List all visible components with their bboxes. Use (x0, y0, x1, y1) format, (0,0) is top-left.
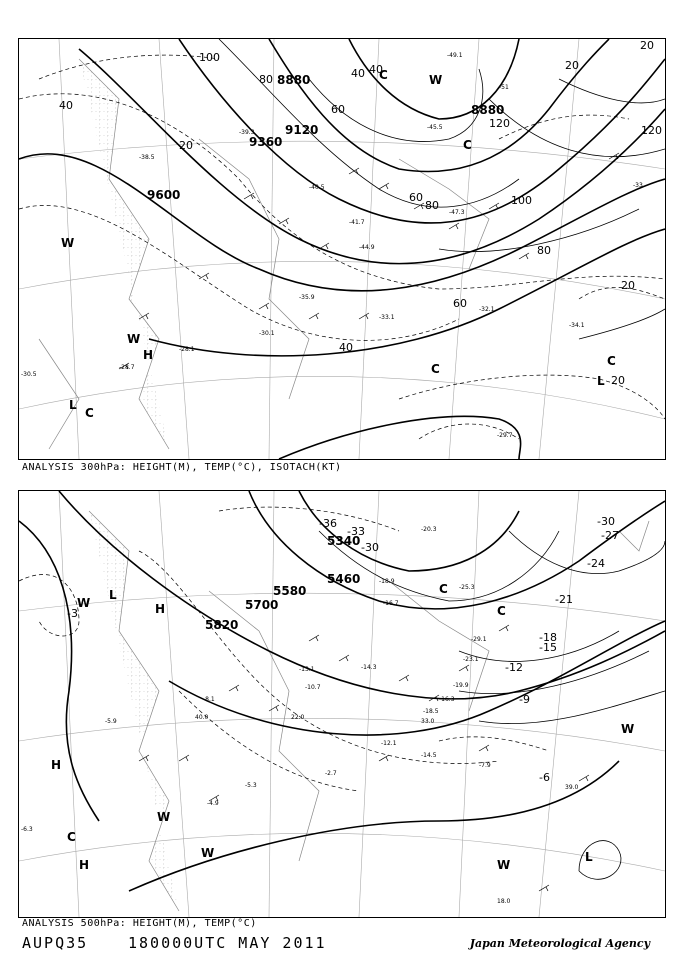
cold-marker: C (497, 604, 506, 618)
isotach-label: 80 (537, 244, 551, 257)
chart-id: AUPQ35 (22, 934, 89, 952)
obs-value: -47.3 (449, 209, 465, 216)
low-marker: L (109, 588, 117, 602)
obs-value: -39.3 (239, 129, 255, 136)
isotherm-label: -15 (539, 641, 557, 654)
obs-value: -19.9 (453, 682, 469, 689)
obs-value: -29.7 (497, 432, 513, 439)
station-obs (21, 526, 579, 905)
isotach-label: 40 (351, 67, 365, 80)
height-label: 8880 (277, 73, 311, 87)
isotach-label: 120 (641, 124, 662, 137)
height-label: 9120 (285, 123, 319, 137)
isotherm-label: -27 (601, 529, 619, 542)
height-label: 9360 (249, 135, 283, 149)
cold-marker: C (379, 68, 388, 82)
obs-value: -28.7 (119, 364, 135, 371)
warm-marker: W (77, 596, 91, 610)
height-label: 5460 (327, 572, 361, 586)
isotach-label: 20 (621, 279, 635, 292)
obs-value: -2.7 (325, 770, 337, 777)
obs-value: -6.3 (21, 826, 33, 833)
obs-value: -10.7 (305, 684, 321, 691)
obs-value: -30.5 (21, 371, 37, 378)
obs-value: -5.9 (105, 718, 117, 725)
obs-value: 40.0 (195, 714, 209, 721)
obs-value: -16.3 (439, 696, 455, 703)
isotach-label: 100 (199, 51, 220, 64)
obs-value: 18.0 (497, 898, 511, 905)
obs-value: -35.9 (299, 294, 315, 301)
isotach-label: 80 (259, 73, 273, 86)
agency-name: Japan Meteorological Agency (469, 937, 650, 950)
map-300hpa-svg (19, 39, 665, 459)
obs-value: -5.3 (245, 782, 257, 789)
obs-value: 22.0 (291, 714, 305, 721)
isotherm-label: -9 (519, 693, 530, 706)
obs-value: 39.0 (565, 784, 579, 791)
high-marker: H (143, 348, 154, 362)
cold-marker: C (67, 830, 76, 844)
obs-value: -18.9 (379, 578, 395, 585)
height-label: 8880 (471, 103, 505, 117)
obs-value: -41.7 (349, 219, 365, 226)
warm-marker: W (429, 73, 443, 87)
cold-marker: C (463, 138, 472, 152)
isotach-label: 60 (409, 191, 423, 204)
obs-value: 33.0 (421, 718, 435, 725)
isotherm-label: -30 (361, 541, 379, 554)
obs-value: -29.1 (471, 636, 487, 643)
obs-value: -38.5 (139, 154, 155, 161)
isotach-label: 120 (489, 117, 510, 130)
warm-marker: W (497, 858, 511, 872)
obs-value: -4.9 (207, 800, 219, 807)
low-marker: L (597, 374, 605, 388)
obs-value: -49.1 (447, 52, 463, 59)
obs-value: -12.1 (381, 740, 397, 747)
obs-value: -51 (499, 84, 509, 91)
height-label: 5700 (245, 598, 279, 612)
obs-value: -32.1 (479, 306, 495, 313)
high-marker: H (51, 758, 62, 772)
isotach-label: 20 (565, 59, 579, 72)
isotherm-label: -30 (597, 515, 615, 528)
isotach-label: 20 (611, 374, 625, 387)
cold-marker: C (607, 354, 616, 368)
obs-value: -30.1 (259, 330, 275, 337)
warm-marker: W (157, 810, 171, 824)
height-label: 5340 (327, 534, 361, 548)
obs-value: -23.1 (463, 656, 479, 663)
cold-marker: C (85, 406, 94, 420)
warm-marker: W (61, 236, 75, 250)
obs-value: -18.5 (423, 708, 439, 715)
isotach-label: 40 (339, 341, 353, 354)
isotach-label: 20 (179, 139, 193, 152)
isotherm-label: -3 (67, 607, 78, 620)
obs-value: -14.5 (421, 752, 437, 759)
panel-500-caption: ANALYSIS 500hPa: HEIGHT(M), TEMP(°C) (22, 918, 257, 929)
isotach-label: 100 (511, 194, 532, 207)
isotherm-label: -18 (539, 631, 557, 644)
isotherm-label: -36 (319, 517, 337, 530)
map-panel-500hpa (18, 490, 666, 918)
low-marker: L (585, 850, 593, 864)
high-marker: H (155, 602, 166, 616)
warm-marker: W (127, 332, 141, 346)
isotherm-labels (67, 515, 619, 784)
obs-value: -25.3 (459, 584, 475, 591)
isotach-label: 60 (453, 297, 467, 310)
isotach-label: 20 (640, 39, 654, 52)
warm-marker: W (621, 722, 635, 736)
obs-value: -33 (633, 182, 643, 189)
obs-value: -34.1 (569, 322, 585, 329)
height-label: 5820 (205, 618, 239, 632)
isotach-label: 60 (331, 103, 345, 116)
obs-value: -28.1 (179, 346, 195, 353)
isotherm-label: -12 (505, 661, 523, 674)
isotach-label: 40 (369, 63, 383, 76)
isotherm-label: -33 (347, 525, 365, 538)
isotach-label: 40 (59, 99, 73, 112)
high-marker: H (79, 858, 90, 872)
valid-time: 180000UTC MAY 2011 (128, 934, 327, 952)
height-label: 5580 (273, 584, 307, 598)
obs-value: -16.7 (383, 600, 399, 607)
cold-marker: C (431, 362, 440, 376)
map-500hpa-svg (19, 491, 665, 917)
obs-value: -44.9 (359, 244, 375, 251)
map-panel-300hpa (18, 38, 666, 460)
obs-value: -7.9 (479, 762, 491, 769)
isotherm-contours (319, 531, 665, 879)
isotach-label: 80 (425, 199, 439, 212)
obs-value: -45.5 (427, 124, 443, 131)
obs-value: -40.5 (309, 184, 325, 191)
cold-marker: C (439, 582, 448, 596)
warm-marker: W (201, 846, 215, 860)
low-marker: L (69, 398, 77, 412)
obs-value: -20.3 (421, 526, 437, 533)
obs-value: -33.1 (379, 314, 395, 321)
obs-value: -8.1 (203, 696, 215, 703)
coastlines (39, 59, 489, 449)
obs-value: -13.1 (299, 666, 315, 673)
isotherm-label: -24 (587, 557, 605, 570)
isotherm-label: -21 (555, 593, 573, 606)
panel-300-caption: ANALYSIS 300hPa: HEIGHT(M), TEMP(°C), ISOTACH(KT) (22, 462, 342, 473)
isotherm-label: -6 (539, 771, 550, 784)
height-label: 9600 (147, 188, 181, 202)
obs-value: -14.3 (361, 664, 377, 671)
